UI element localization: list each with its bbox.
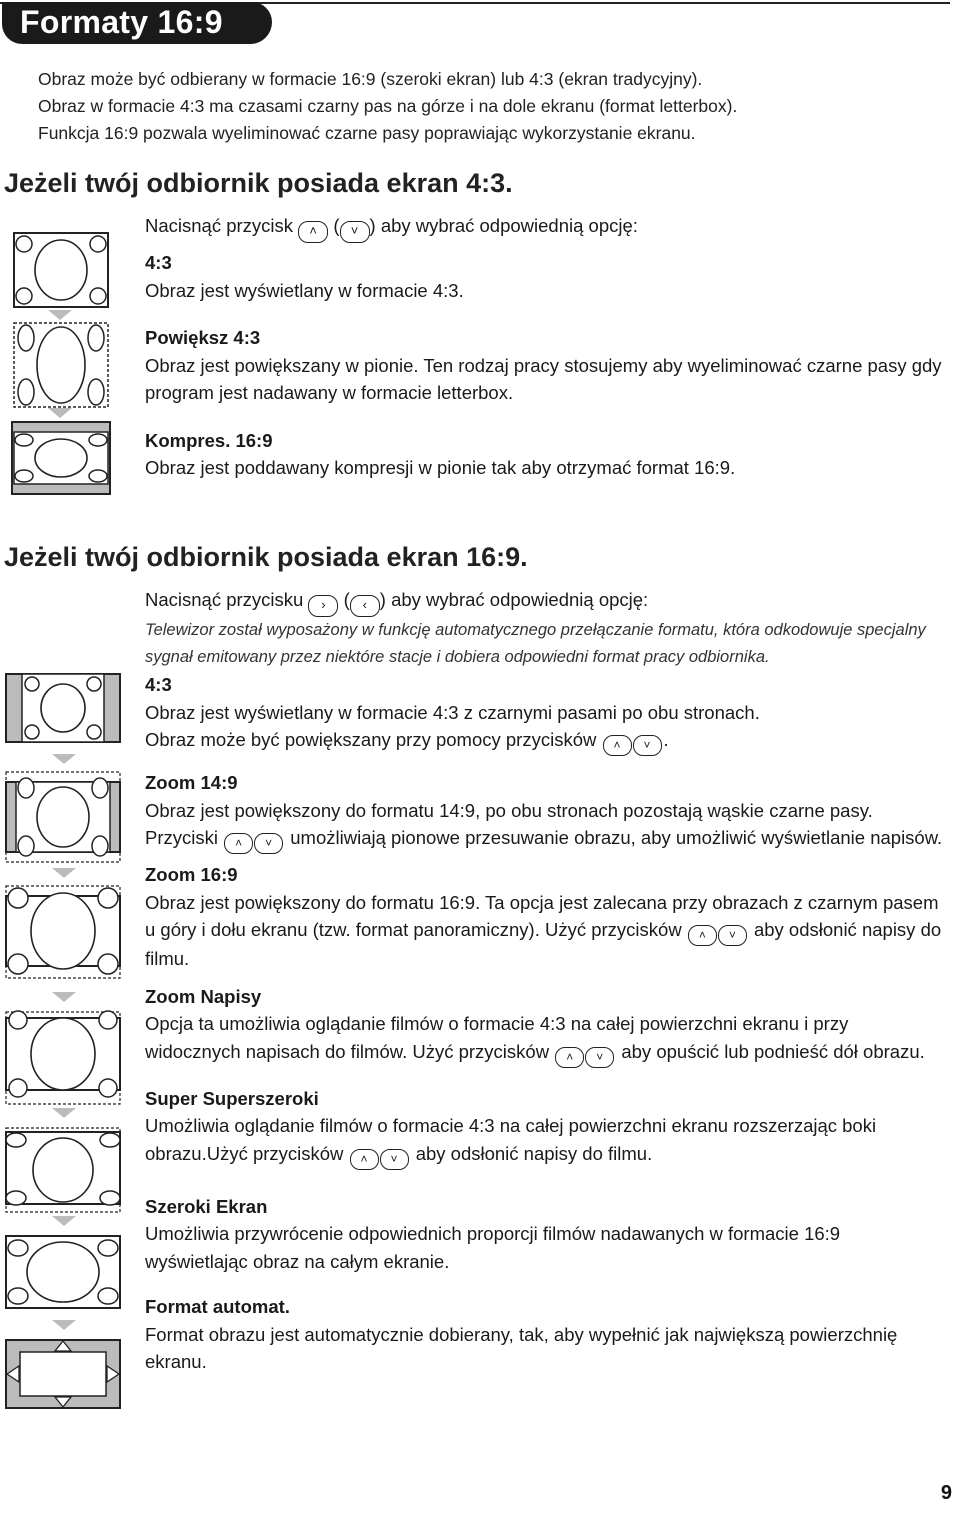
- option-text: Opcja ta umożliwia oglądanie filmów o formacie 4:3 na całej powierzchni ekranu i przy widocznych napisach do filmów. Użyć przycisków ˄ ˅ aby opuścić lub podnieść dół obrazu.: [145, 1010, 945, 1067]
- section-169-heading: Jeżeli twój odbiornik posiada ekran 16:9.: [4, 542, 528, 572]
- option-text: Obraz jest wyświetlany w formacie 4:3 z czarnymi pasami po obu stronach.: [145, 701, 760, 723]
- arrow-down-icon: [8, 866, 118, 880]
- section-43-body: [145, 212, 945, 482]
- format-43-icon: [8, 230, 112, 312]
- format-zoom-149-icon: [4, 770, 122, 864]
- option-text: Obraz jest poddawany kompresji w pionie tak aby otrzymać format 16:9.: [145, 457, 736, 478]
- left-key-icon: ‹: [350, 595, 380, 617]
- intro-line: Obraz w formacie 4:3 ma czasami czarny pas na górze i na dole ekranu (format letterbox).: [38, 96, 738, 116]
- up-down-keys-icon: ˄ ˅: [349, 1149, 411, 1169]
- section-169-body: [145, 586, 945, 1376]
- option-title: Szeroki Ekran: [145, 1195, 268, 1217]
- option-text: Format obrazu jest automatycznie dobierany, tak, aby wypełnić jak największą powierzchnię ekranu.: [145, 1323, 898, 1372]
- format-43-pillarbox-icon: [4, 672, 122, 744]
- arrow-down-icon: [8, 1318, 118, 1332]
- option-text: Umożliwia przywrócenie odpowiednich proporcji filmów nadawanych w formacie 16:9 wyświetlając obraz na całym ekranie.: [145, 1223, 841, 1272]
- right-key-icon: ›: [308, 595, 338, 617]
- down-key-icon: ˅: [340, 221, 370, 243]
- format-zoom-169-icon: [4, 884, 122, 980]
- option-title: 4:3: [145, 674, 172, 695]
- format-auto-icon: [4, 1338, 122, 1410]
- format-zoom-subtitle-icon: [4, 1010, 122, 1106]
- format-widescreen-icon: [4, 1234, 122, 1310]
- format-superwide-icon: [4, 1126, 122, 1214]
- option-title: 4:3: [145, 252, 172, 273]
- format-zoom-43-icon: [8, 320, 112, 410]
- up-down-keys-icon: ˄ ˅: [602, 735, 664, 755]
- section-43-heading: Jeżeli twój odbiornik posiada ekran 4:3.: [4, 168, 513, 198]
- option-title: Super Superszeroki: [145, 1087, 319, 1109]
- option-title: Zoom 16:9: [145, 864, 238, 885]
- title-bar: [0, 0, 960, 44]
- intro-paragraph: [38, 66, 938, 147]
- up-down-keys-icon: ˄ ˅: [223, 833, 285, 853]
- option-text: Obraz może być powiększany przy pomocy przycisków ˄ ˅ .: [145, 726, 945, 755]
- instruction: Nacisnąć przycisk ˄ ( ˅ ) aby wybrać odpowiednią opcję:: [145, 212, 945, 243]
- option-text: Obraz jest powiększany w pionie. Ten rodzaj pracy stosujemy aby wyeliminować czarne pasy gdy program jest nadawany w formacie letterbox.: [145, 354, 942, 403]
- up-key-icon: ˄: [298, 221, 328, 243]
- option-title: Powiększ 4:3: [145, 327, 261, 348]
- instruction: Nacisnąć przycisku › ( ‹ ) aby wybrać odpowiednią opcję:: [145, 586, 945, 617]
- page-number: 9: [940, 1482, 952, 1504]
- up-down-keys-icon: ˄ ˅: [687, 925, 749, 945]
- intro-line: Funkcja 16:9 pozwala wyeliminować czarne pasy poprawiając wykorzystanie ekranu.: [38, 123, 696, 143]
- arrow-down-icon: [8, 990, 118, 1004]
- intro-line: Obraz może być odbierany w formacie 16:9 (szeroki ekran) lub 4:3 (ekran tradycyjny).: [38, 69, 703, 89]
- option-title: Format automat.: [145, 1296, 290, 1317]
- arrow-down-icon: [8, 406, 112, 420]
- arrow-down-icon: [8, 752, 118, 766]
- arrow-down-icon: [8, 1214, 118, 1228]
- option-title: Zoom 14:9: [145, 772, 238, 793]
- arrow-down-icon: [8, 1106, 118, 1120]
- up-down-keys-icon: ˄ ˅: [554, 1047, 616, 1067]
- option-text: Obraz jest wyświetlany w formacie 4:3.: [145, 279, 464, 301]
- option-text: Obraz jest powiększony do formatu 14:9, po obu stronach pozostają wąskie czarne pasy.: [145, 799, 873, 821]
- page-title: Formaty 16:9: [20, 4, 223, 40]
- format-compress-169-icon: [8, 420, 112, 496]
- auto-format-note: Telewizor został wyposażony w funkcję automatycznego przełączanie formatu, która odkodowuje specjalny sygnał emitowany przez niektóre stacje i dobiera odpowiedni format pracy odbiornika.: [145, 621, 926, 666]
- option-title: Kompres. 16:9: [145, 429, 273, 451]
- option-text: Obraz jest powiększony do formatu 16:9. Ta opcja jest zalecana przy obrazach z czarnym pasem u góry i dołu ekranu (tzw. format panoramiczny). Użyć przycisków ˄ ˅ aby odsłonić napisy do filmu.: [145, 891, 942, 969]
- option-title: Zoom Napisy: [145, 985, 262, 1007]
- option-text: Przyciski ˄ ˅ umożliwiają pionowe przesuwanie obrazu, aby umożliwić wyświetlanie napisów.: [145, 824, 945, 853]
- option-text: Umożliwia oglądanie filmów o formacie 4:3 na całej powierzchni ekranu rozszerzając boki obrazu.Użyć przycisków ˄ ˅ aby odsłonić napisy do filmu.: [145, 1112, 945, 1169]
